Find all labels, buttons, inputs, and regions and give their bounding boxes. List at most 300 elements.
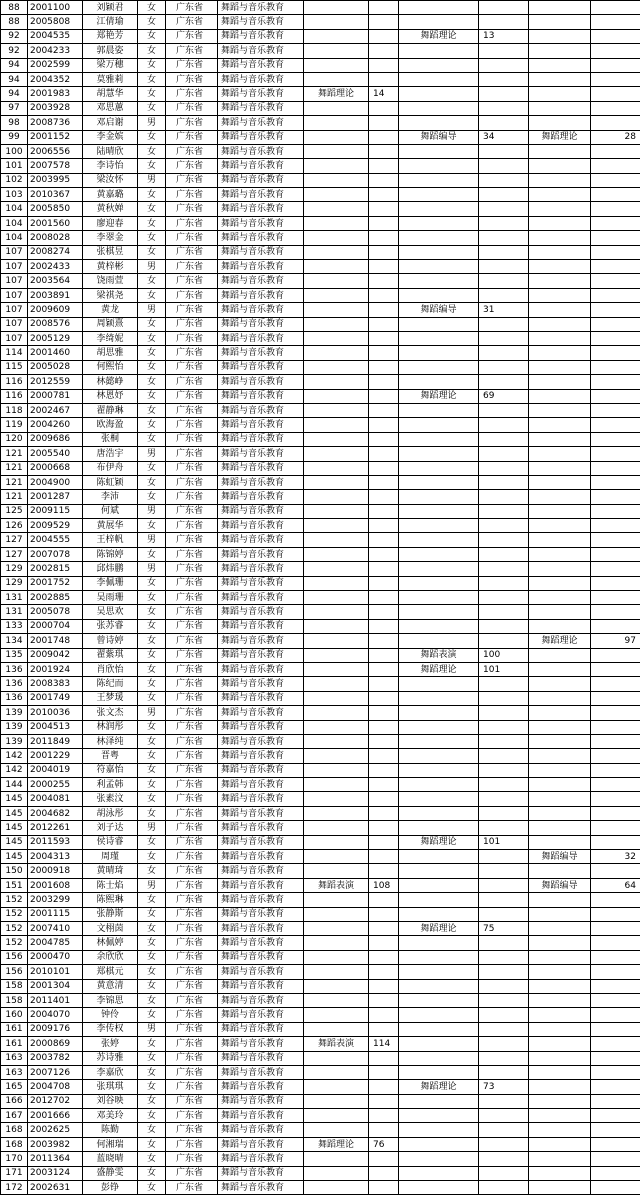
subject-1-cell — [304, 792, 369, 806]
major-cell: 舞蹈与音乐教育 — [218, 792, 304, 806]
province-cell: 广东省 — [166, 1152, 218, 1166]
major-cell: 舞蹈与音乐教育 — [218, 734, 304, 748]
subject-2-cell — [399, 403, 479, 417]
table-row — [1, 864, 640, 878]
score-2-cell: 100 — [479, 648, 529, 662]
subject-1-cell — [304, 1065, 369, 1079]
table-row — [1, 677, 640, 691]
score-2-cell — [479, 475, 529, 489]
score-1-cell — [369, 893, 399, 907]
province-cell: 广东省 — [166, 403, 218, 417]
student-name-cell: 周颖熹 — [83, 317, 138, 331]
subject-3-cell — [529, 965, 591, 979]
subject-2-cell — [399, 346, 479, 360]
subject-2-cell — [399, 1051, 479, 1065]
subject-3-cell — [529, 1166, 591, 1180]
gender-cell: 女 — [138, 1123, 166, 1137]
subject-1-cell — [304, 375, 369, 389]
score-3-cell — [591, 461, 640, 475]
student-name-cell: 张婷 — [83, 1037, 138, 1051]
rank-cell: 136 — [1, 662, 28, 676]
province-cell: 广东省 — [166, 677, 218, 691]
province-cell: 广东省 — [166, 173, 218, 187]
gender-cell: 女 — [138, 288, 166, 302]
score-2-cell — [479, 591, 529, 605]
score-1-cell: 76 — [369, 1137, 399, 1151]
rank-cell: 144 — [1, 778, 28, 792]
subject-3-cell — [529, 1, 591, 15]
rank-cell: 116 — [1, 375, 28, 389]
province-cell: 广东省 — [166, 749, 218, 763]
rank-cell: 152 — [1, 936, 28, 950]
score-2-cell — [479, 965, 529, 979]
major-cell: 舞蹈与音乐教育 — [218, 475, 304, 489]
table-row — [1, 1051, 640, 1065]
score-1-cell — [369, 778, 399, 792]
gender-cell: 女 — [138, 965, 166, 979]
major-cell: 舞蹈与音乐教育 — [218, 418, 304, 432]
major-cell: 舞蹈与音乐教育 — [218, 1051, 304, 1065]
table-row — [1, 72, 640, 86]
score-1-cell — [369, 562, 399, 576]
score-1-cell — [369, 605, 399, 619]
score-2-cell — [479, 533, 529, 547]
student-name-cell: 蓝晓晴 — [83, 1152, 138, 1166]
candidate-id-cell: 2003124 — [28, 1166, 83, 1180]
subject-3-cell — [529, 245, 591, 259]
rank-cell: 136 — [1, 691, 28, 705]
score-2-cell — [479, 1051, 529, 1065]
table-row — [1, 893, 640, 907]
score-1-cell — [369, 792, 399, 806]
major-cell: 舞蹈与音乐教育 — [218, 87, 304, 101]
table-row — [1, 1080, 640, 1094]
province-cell: 广东省 — [166, 447, 218, 461]
rank-cell: 139 — [1, 720, 28, 734]
table-row — [1, 1022, 640, 1036]
province-cell: 广东省 — [166, 706, 218, 720]
subject-2-cell — [399, 691, 479, 705]
score-1-cell — [369, 116, 399, 130]
candidate-id-cell: 2011364 — [28, 1152, 83, 1166]
score-3-cell — [591, 720, 640, 734]
subject-1-cell — [304, 907, 369, 921]
subject-2-cell — [399, 1, 479, 15]
major-cell: 舞蹈与音乐教育 — [218, 749, 304, 763]
subject-3-cell — [529, 936, 591, 950]
score-2-cell — [479, 763, 529, 777]
score-1-cell — [369, 662, 399, 676]
score-1-cell — [369, 677, 399, 691]
rank-cell: 103 — [1, 188, 28, 202]
student-name-cell: 张桐 — [83, 432, 138, 446]
subject-3-cell — [529, 835, 591, 849]
candidate-id-cell: 2001983 — [28, 87, 83, 101]
subject-1-cell — [304, 188, 369, 202]
subject-2-cell — [399, 677, 479, 691]
score-1-cell — [369, 144, 399, 158]
major-cell: 舞蹈与音乐教育 — [218, 15, 304, 29]
score-3-cell — [591, 619, 640, 633]
gender-cell: 女 — [138, 403, 166, 417]
subject-1-cell — [304, 44, 369, 58]
province-cell: 广东省 — [166, 504, 218, 518]
table-row — [1, 202, 640, 216]
subject-1-cell — [304, 576, 369, 590]
rank-cell: 107 — [1, 303, 28, 317]
gender-cell: 女 — [138, 893, 166, 907]
province-cell: 广东省 — [166, 1137, 218, 1151]
table-row — [1, 360, 640, 374]
candidate-id-cell: 2008736 — [28, 116, 83, 130]
candidate-id-cell: 2009686 — [28, 432, 83, 446]
rank-cell: 101 — [1, 159, 28, 173]
score-2-cell — [479, 734, 529, 748]
gender-cell: 女 — [138, 346, 166, 360]
subject-3-cell — [529, 1109, 591, 1123]
candidate-id-cell: 2000781 — [28, 389, 83, 403]
major-cell: 舞蹈与音乐教育 — [218, 130, 304, 144]
rank-cell: 102 — [1, 173, 28, 187]
subject-2-cell — [399, 1137, 479, 1151]
gender-cell: 女 — [138, 763, 166, 777]
province-cell: 广东省 — [166, 101, 218, 115]
candidate-id-cell: 2012261 — [28, 821, 83, 835]
major-cell: 舞蹈与音乐教育 — [218, 835, 304, 849]
score-2-cell — [479, 375, 529, 389]
province-cell: 广东省 — [166, 1123, 218, 1137]
score-1-cell — [369, 331, 399, 345]
table-row — [1, 1065, 640, 1079]
candidate-id-cell: 2011401 — [28, 993, 83, 1007]
subject-2-cell — [399, 533, 479, 547]
province-cell: 广东省 — [166, 274, 218, 288]
subject-1-cell — [304, 634, 369, 648]
score-3-cell — [591, 1051, 640, 1065]
rank-cell: 104 — [1, 231, 28, 245]
score-1-cell — [369, 375, 399, 389]
score-2-cell — [479, 634, 529, 648]
subject-1-cell — [304, 346, 369, 360]
gender-cell: 女 — [138, 375, 166, 389]
subject-3-cell — [529, 1152, 591, 1166]
student-name-cell: 陈勤 — [83, 1123, 138, 1137]
score-1-cell: 14 — [369, 87, 399, 101]
major-cell: 舞蹈与音乐教育 — [218, 116, 304, 130]
province-cell: 广东省 — [166, 1022, 218, 1036]
student-name-cell: 张琪琪 — [83, 1080, 138, 1094]
score-2-cell — [479, 1137, 529, 1151]
student-name-cell: 布伊舟 — [83, 461, 138, 475]
subject-3-cell — [529, 576, 591, 590]
score-3-cell — [591, 216, 640, 230]
subject-3-cell — [529, 605, 591, 619]
major-cell: 舞蹈与音乐教育 — [218, 519, 304, 533]
subject-3-cell — [529, 173, 591, 187]
subject-1-cell — [304, 389, 369, 403]
province-cell: 广东省 — [166, 44, 218, 58]
subject-1-cell — [304, 274, 369, 288]
subject-2-cell — [399, 504, 479, 518]
score-2-cell — [479, 116, 529, 130]
subject-3-cell — [529, 1080, 591, 1094]
student-name-cell: 陈虹颖 — [83, 475, 138, 489]
subject-2-cell — [399, 864, 479, 878]
rank-cell: 172 — [1, 1181, 28, 1195]
gender-cell: 女 — [138, 1037, 166, 1051]
student-name-cell: 黄展华 — [83, 519, 138, 533]
student-name-cell: 黄梓彬 — [83, 260, 138, 274]
candidate-id-cell: 2003995 — [28, 173, 83, 187]
province-cell: 广东省 — [166, 835, 218, 849]
major-cell: 舞蹈与音乐教育 — [218, 720, 304, 734]
candidate-id-cell: 2004708 — [28, 1080, 83, 1094]
table-row — [1, 44, 640, 58]
score-2-cell — [479, 418, 529, 432]
gender-cell: 女 — [138, 1109, 166, 1123]
student-name-cell: 江倩瑜 — [83, 15, 138, 29]
gender-cell: 女 — [138, 331, 166, 345]
score-3-cell — [591, 605, 640, 619]
rank-cell: 94 — [1, 72, 28, 86]
score-2-cell — [479, 950, 529, 964]
gender-cell: 男 — [138, 878, 166, 892]
subject-2-cell: 舞蹈理论 — [399, 835, 479, 849]
score-2-cell — [479, 864, 529, 878]
rank-cell: 94 — [1, 87, 28, 101]
subject-3-cell: 舞蹈编导 — [529, 878, 591, 892]
score-2-cell — [479, 1065, 529, 1079]
subject-2-cell — [399, 576, 479, 590]
candidate-id-cell: 2005808 — [28, 15, 83, 29]
score-3-cell — [591, 202, 640, 216]
subject-3-cell — [529, 231, 591, 245]
score-3-cell — [591, 778, 640, 792]
gender-cell: 女 — [138, 1008, 166, 1022]
table-row — [1, 835, 640, 849]
table-row — [1, 475, 640, 489]
student-name-cell: 邓美玲 — [83, 1109, 138, 1123]
score-1-cell — [369, 734, 399, 748]
subject-1-cell — [304, 763, 369, 777]
subject-2-cell — [399, 144, 479, 158]
major-cell: 舞蹈与音乐教育 — [218, 634, 304, 648]
province-cell: 广东省 — [166, 1094, 218, 1108]
major-cell: 舞蹈与音乐教育 — [218, 993, 304, 1007]
subject-1-cell — [304, 15, 369, 29]
score-3-cell — [591, 965, 640, 979]
table-row — [1, 576, 640, 590]
gender-cell: 女 — [138, 159, 166, 173]
score-2-cell — [479, 58, 529, 72]
student-name-cell: 郭晨姿 — [83, 44, 138, 58]
rank-cell: 158 — [1, 993, 28, 1007]
score-2-cell: 75 — [479, 922, 529, 936]
gender-cell: 男 — [138, 1022, 166, 1036]
major-cell: 舞蹈与音乐教育 — [218, 173, 304, 187]
table-row — [1, 58, 640, 72]
table-row — [1, 116, 640, 130]
score-1-cell — [369, 15, 399, 29]
subject-3-cell — [529, 403, 591, 417]
subject-1-cell — [304, 116, 369, 130]
student-name-cell: 王梓帆 — [83, 533, 138, 547]
subject-3-cell — [529, 15, 591, 29]
gender-cell: 女 — [138, 806, 166, 820]
province-cell: 广东省 — [166, 821, 218, 835]
rank-cell: 131 — [1, 605, 28, 619]
subject-1-cell — [304, 1094, 369, 1108]
score-2-cell — [479, 677, 529, 691]
score-2-cell — [479, 245, 529, 259]
subject-2-cell — [399, 979, 479, 993]
rank-cell: 104 — [1, 202, 28, 216]
subject-3-cell — [529, 260, 591, 274]
score-1-cell — [369, 619, 399, 633]
score-2-cell — [479, 490, 529, 504]
subject-1-cell — [304, 288, 369, 302]
score-3-cell — [591, 44, 640, 58]
table-row — [1, 706, 640, 720]
table-row — [1, 792, 640, 806]
gender-cell: 女 — [138, 72, 166, 86]
score-2-cell — [479, 1166, 529, 1180]
score-1-cell — [369, 950, 399, 964]
candidate-id-cell: 2010101 — [28, 965, 83, 979]
province-cell: 广东省 — [166, 303, 218, 317]
subject-2-cell — [399, 965, 479, 979]
score-2-cell — [479, 461, 529, 475]
subject-2-cell — [399, 72, 479, 86]
score-3-cell — [591, 288, 640, 302]
score-3-cell — [591, 303, 640, 317]
score-1-cell — [369, 216, 399, 230]
student-name-cell: 晋粤 — [83, 749, 138, 763]
score-2-cell — [479, 188, 529, 202]
gender-cell: 女 — [138, 907, 166, 921]
major-cell: 舞蹈与音乐教育 — [218, 677, 304, 691]
subject-1-cell — [304, 619, 369, 633]
subject-3-cell — [529, 1008, 591, 1022]
province-cell: 广东省 — [166, 922, 218, 936]
major-cell: 舞蹈与音乐教育 — [218, 245, 304, 259]
subject-1-cell — [304, 547, 369, 561]
subject-2-cell — [399, 360, 479, 374]
candidate-id-cell: 2001560 — [28, 216, 83, 230]
candidate-id-cell: 2002885 — [28, 591, 83, 605]
rank-cell: 135 — [1, 648, 28, 662]
score-2-cell — [479, 288, 529, 302]
gender-cell: 女 — [138, 864, 166, 878]
subject-3-cell — [529, 44, 591, 58]
gender-cell: 女 — [138, 547, 166, 561]
subject-2-cell — [399, 461, 479, 475]
student-name-cell: 黄意清 — [83, 979, 138, 993]
rank-cell: 107 — [1, 260, 28, 274]
subject-2-cell — [399, 763, 479, 777]
score-3-cell — [591, 936, 640, 950]
candidate-id-cell: 2002631 — [28, 1181, 83, 1195]
gender-cell: 女 — [138, 1065, 166, 1079]
score-2-cell — [479, 1152, 529, 1166]
score-2-cell — [479, 101, 529, 115]
score-3-cell — [591, 188, 640, 202]
province-cell: 广东省 — [166, 360, 218, 374]
score-2-cell — [479, 360, 529, 374]
subject-2-cell — [399, 591, 479, 605]
score-1-cell — [369, 979, 399, 993]
province-cell: 广东省 — [166, 389, 218, 403]
major-cell: 舞蹈与音乐教育 — [218, 1166, 304, 1180]
gender-cell: 女 — [138, 576, 166, 590]
score-3-cell — [591, 173, 640, 187]
gender-cell: 女 — [138, 691, 166, 705]
score-2-cell — [479, 504, 529, 518]
rank-cell: 97 — [1, 101, 28, 115]
score-3-cell — [591, 691, 640, 705]
province-cell: 广东省 — [166, 634, 218, 648]
gender-cell: 女 — [138, 993, 166, 1007]
table-row — [1, 15, 640, 29]
subject-3-cell — [529, 907, 591, 921]
subject-3-cell — [529, 922, 591, 936]
rank-cell: 100 — [1, 144, 28, 158]
subject-3-cell — [529, 821, 591, 835]
rank-cell: 161 — [1, 1022, 28, 1036]
province-cell: 广东省 — [166, 58, 218, 72]
score-2-cell: 34 — [479, 130, 529, 144]
score-2-cell — [479, 44, 529, 58]
subject-2-cell — [399, 475, 479, 489]
gender-cell: 女 — [138, 216, 166, 230]
score-2-cell — [479, 216, 529, 230]
student-name-cell: 梁万穗 — [83, 58, 138, 72]
major-cell: 舞蹈与音乐教育 — [218, 591, 304, 605]
score-2-cell — [479, 691, 529, 705]
student-name-cell: 黄龙 — [83, 303, 138, 317]
province-cell: 广东省 — [166, 792, 218, 806]
candidate-id-cell: 2004260 — [28, 418, 83, 432]
province-cell: 广东省 — [166, 144, 218, 158]
score-2-cell — [479, 576, 529, 590]
score-2-cell: 13 — [479, 29, 529, 43]
subject-3-cell — [529, 1022, 591, 1036]
table-row — [1, 605, 640, 619]
major-cell: 舞蹈与音乐教育 — [218, 260, 304, 274]
province-cell: 广东省 — [166, 288, 218, 302]
major-cell: 舞蹈与音乐教育 — [218, 44, 304, 58]
score-1-cell — [369, 1065, 399, 1079]
subject-1-cell — [304, 130, 369, 144]
score-3-cell — [591, 821, 640, 835]
candidate-id-cell: 2000704 — [28, 619, 83, 633]
score-3-cell — [591, 87, 640, 101]
province-cell: 广东省 — [166, 806, 218, 820]
rank-cell: 142 — [1, 763, 28, 777]
table-row — [1, 922, 640, 936]
province-cell: 广东省 — [166, 965, 218, 979]
province-cell: 广东省 — [166, 576, 218, 590]
subject-2-cell — [399, 1037, 479, 1051]
table-row — [1, 648, 640, 662]
subject-2-cell — [399, 490, 479, 504]
student-name-cell: 何湘瑞 — [83, 1137, 138, 1151]
major-cell: 舞蹈与音乐教育 — [218, 878, 304, 892]
subject-3-cell — [529, 547, 591, 561]
major-cell: 舞蹈与音乐教育 — [218, 1152, 304, 1166]
score-1-cell — [369, 475, 399, 489]
subject-1-cell — [304, 260, 369, 274]
